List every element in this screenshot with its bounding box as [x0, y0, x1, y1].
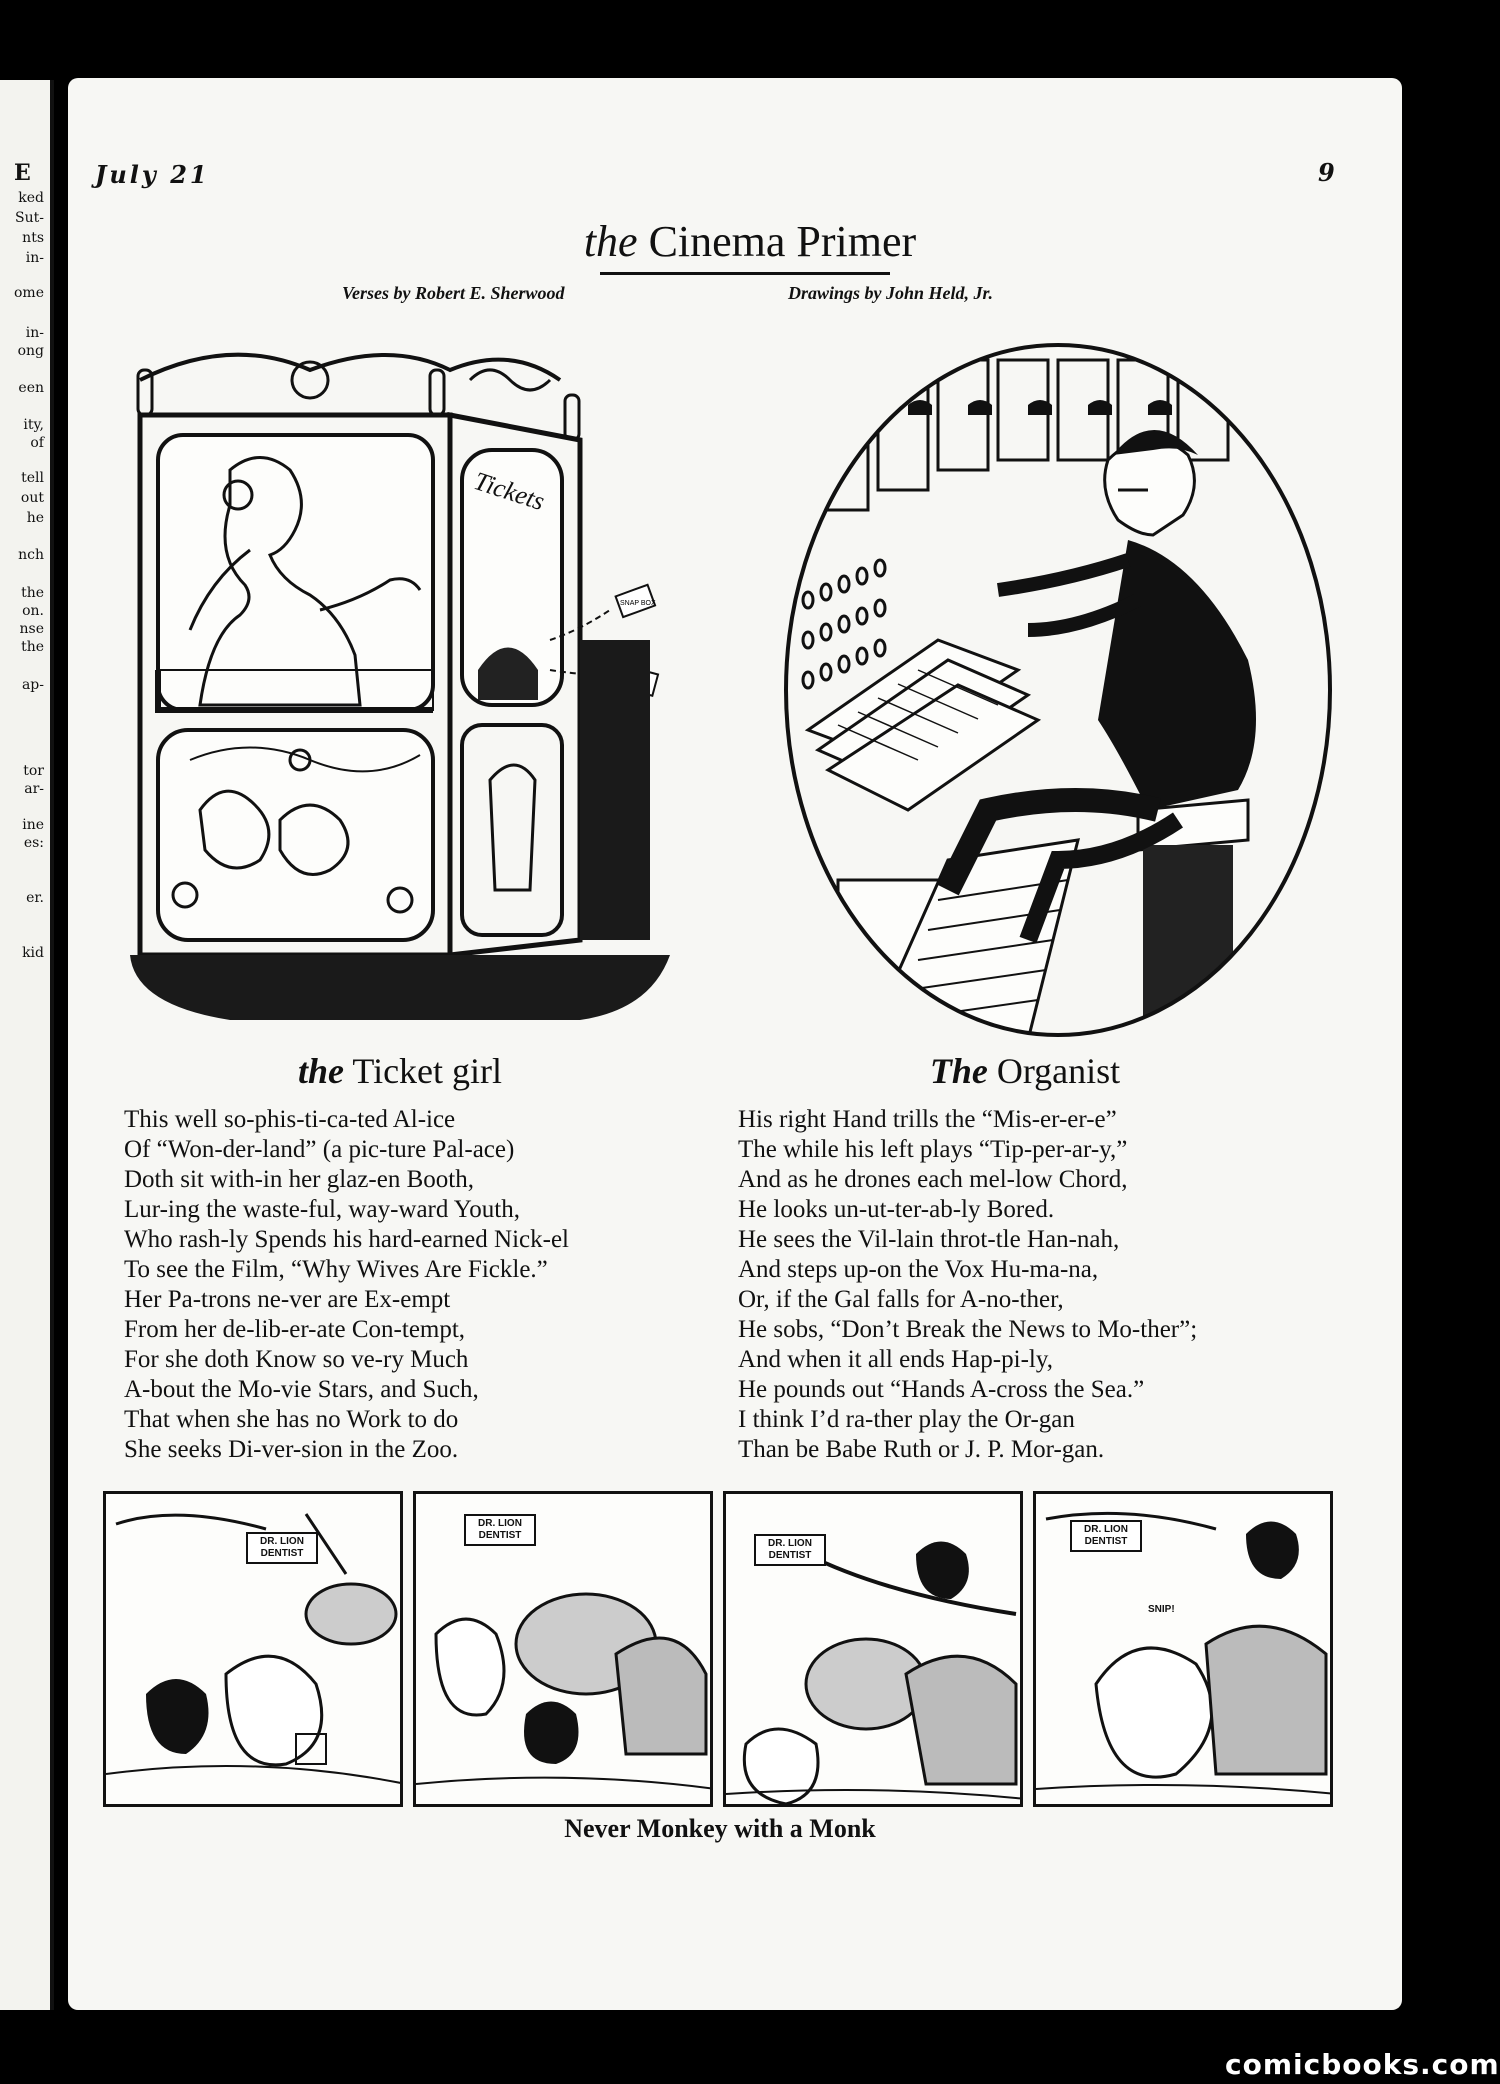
verse-line: Or, if the Gal falls for A-no-ther,: [738, 1286, 1064, 1313]
dentist-sign: [464, 1514, 536, 1546]
sliver-fragment: the: [21, 585, 44, 601]
ticket-booth-illustration: [110, 340, 710, 1020]
verse-line: From her de-lib-er-ate Con-tempt,: [124, 1316, 466, 1343]
sliver-fragment: the: [21, 639, 44, 655]
dentist-sign: [1070, 1520, 1142, 1552]
verse-line: That when she has no Work to do: [124, 1406, 459, 1433]
snip-sound-effect: SNIP!: [1148, 1604, 1175, 1615]
sliver-fragment: in-: [25, 250, 44, 266]
title-rule: [600, 272, 890, 275]
verse-line: She seeks Di-ver-sion in the Zoo.: [124, 1436, 459, 1463]
verse-line: And when it all ends Hap-pi-ly,: [738, 1346, 1053, 1373]
dentist-sign: [754, 1534, 826, 1566]
sliver-fragment: in-: [25, 325, 44, 341]
organist-heading-title: Organist: [996, 1051, 1121, 1091]
verse-line: Lur-ing the waste-ful, way-ward Youth,: [124, 1196, 520, 1223]
sign-line-1: DR. LION: [1084, 1524, 1128, 1535]
page-date: July 21: [95, 160, 210, 189]
comic-strip: [103, 1491, 1335, 1807]
verse-line: He sees the Vil-lain throt-tle Han-nah,: [738, 1226, 1120, 1253]
sliver-fragment: Sut-: [15, 210, 44, 226]
verse-line: Of “Won-der-land” (a pic-ture Pal-ace): [124, 1136, 515, 1163]
verses-credit: Verses by Robert E. Sherwood: [342, 283, 565, 303]
sign-line-1: DR. LION: [768, 1538, 812, 1549]
verse-line: For she doth Know so ve-ry Much: [124, 1346, 469, 1373]
comic-panel-3: [723, 1491, 1023, 1807]
verse-line: I think I’d ra-ther play the Or-gan: [738, 1406, 1075, 1433]
sliver-fragment: tor: [23, 763, 44, 779]
verse-line: Who rash-ly Spends his hard-earned Nick-el: [124, 1226, 569, 1253]
sliver-fragment: ap-: [21, 677, 44, 693]
sliver-letter: E: [14, 160, 31, 186]
sliver-fragment: es:: [23, 835, 44, 851]
sliver-fragment: nch: [18, 547, 44, 563]
page-title: [420, 216, 1080, 267]
title-main: Cinema Primer: [648, 217, 917, 266]
sign-line-2: DENTIST: [478, 1530, 522, 1541]
sliver-fragment: ine: [22, 817, 44, 833]
ticket-girl-heading-the: the: [297, 1051, 344, 1091]
sliver-fragment: ome: [14, 285, 44, 301]
comic-caption: Never Monkey with a Monk: [564, 1814, 876, 1843]
sliver-fragment: tell: [21, 470, 44, 486]
verse-line: He sobs, “Don’t Break the News to Mo-ther”;: [738, 1316, 1198, 1343]
sign-line-2: DENTIST: [768, 1550, 812, 1561]
sliver-fragment: een: [18, 380, 44, 396]
organist-illustration: [778, 340, 1338, 1040]
verse-line: And steps up-on the Vox Hu-ma-na,: [738, 1256, 1099, 1283]
tickets-sign: Tickets: [470, 466, 549, 517]
comic-panel-1: [103, 1491, 403, 1807]
ticket-girl-heading: [120, 1050, 680, 1092]
sliver-fragment: ity,: [23, 417, 44, 433]
sliver-fragment: ong: [17, 343, 44, 359]
sign-line-1: DR. LION: [260, 1536, 304, 1547]
verse-line: He pounds out “Hands A-cross the Sea.”: [738, 1376, 1145, 1403]
ticket-tag-1: SNAP BOX: [620, 600, 656, 607]
sliver-fragment: nse: [19, 621, 44, 637]
sign-line-1: DR. LION: [478, 1518, 522, 1529]
verse-line: Her Pa-trons ne-ver are Ex-empt: [124, 1286, 451, 1313]
organist-verse: [738, 1105, 1197, 1465]
verse-line: Than be Babe Ruth or J. P. Mor-gan.: [738, 1436, 1105, 1463]
drawings-credit: Drawings by John Held, Jr.: [788, 283, 994, 303]
ticket-girl-heading-title: Ticket girl: [352, 1051, 503, 1091]
page-number: 9: [1318, 158, 1335, 187]
verse-line: A-bout the Mo-vie Stars, and Such,: [124, 1376, 479, 1403]
organist-heading-the: The: [929, 1051, 988, 1091]
sign-line-2: DENTIST: [1084, 1536, 1128, 1547]
sliver-fragment: ar-: [24, 781, 44, 797]
comic-panel-2: [413, 1491, 713, 1807]
adjacent-page-sliver: [0, 80, 54, 2010]
verse-line: The while his left plays “Tip-per-ar-y,”: [738, 1136, 1128, 1163]
verse-line: His right Hand trills the “Mis-er-er-e”: [738, 1106, 1117, 1133]
sliver-fragment: kid: [22, 945, 44, 961]
sliver-fragment: on.: [22, 603, 44, 619]
watermark: comicbooks.com: [1225, 2048, 1500, 2081]
verse-line: He looks un-ut-ter-ab-ly Bored.: [738, 1196, 1055, 1223]
verse-line: And as he drones each mel-low Chord,: [738, 1166, 1128, 1193]
sliver-fragment: out: [20, 490, 44, 506]
sliver-fragment: ked: [18, 190, 44, 206]
organist-heading: [745, 1050, 1305, 1092]
title-the: the: [583, 217, 638, 266]
sliver-fragment: of: [30, 435, 44, 451]
ticket-girl-verse: [124, 1105, 569, 1465]
verse-line: This well so-phis-ti-ca-ted Al-ice: [124, 1106, 456, 1133]
sliver-fragment: er.: [26, 890, 44, 906]
verse-line: Doth sit with-in her glaz-en Booth,: [124, 1166, 474, 1193]
sliver-fragment: he: [26, 510, 44, 526]
comic-panel-4: [1033, 1491, 1333, 1807]
dentist-sign: [246, 1532, 318, 1564]
verse-line: To see the Film, “Why Wives Are Fickle.”: [124, 1256, 548, 1283]
sign-line-2: DENTIST: [260, 1548, 304, 1559]
sliver-fragment: nts: [22, 230, 44, 246]
